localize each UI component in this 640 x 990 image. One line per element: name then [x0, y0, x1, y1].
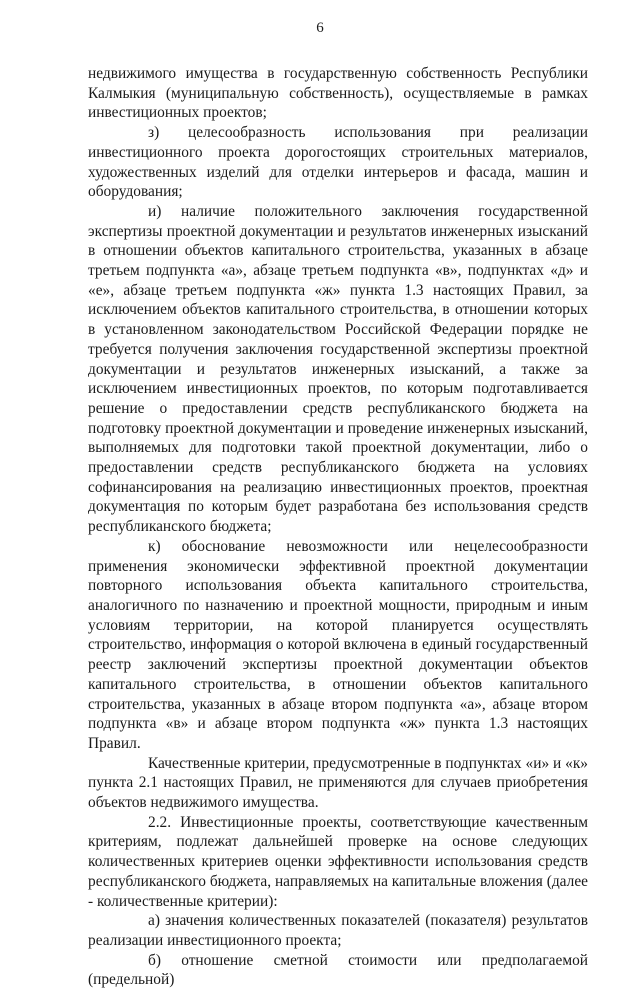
paragraph-qualitative-note: Качественные критерии, предусмотренные в подпунктах «и» и «к» пункта 2.1 настоящих Правил, не применяются для случаев приобретения объектов недвижимого имущества.	[88, 754, 588, 812]
document-body	[88, 64, 588, 990]
paragraph-item-a: а) значения количественных показателей (показателя) результатов реализации инвестиционного проекта;	[88, 912, 588, 949]
paragraph-item-z: з) целесообразность использования при реализации инвестиционного проекта дорогостоящих строительных материалов, художественных изделий для отделки интерьеров и фасада, машин и оборудования;	[88, 124, 588, 201]
paragraph-section-2-2: 2.2. Инвестиционные проекты, соответствующие качественным критериям, подлежат дальнейшей проверке на основе следующих количественных критериев оценки эффективности использования средств республиканского бюджета, направляемых на капитальные вложения (далее - количественные критерии):	[88, 813, 588, 910]
paragraph-item-b: б) отношение сметной стоимости или предполагаемой (предельной)	[88, 951, 588, 989]
paragraph-item-i: и) наличие положительного заключения государственной экспертизы проектной документации и результатов инженерных изысканий в отношении объектов капитального строительства, указанных в абзаце третьем подпункта «а», абзаце третьем подпункта «в», подпунктах «д» и «е», абзаце третьем подпункта «ж» пункта 1.3 настоящих Правил, за исключением объектов капитального строительства, в отношении которых в установленном законодательством Российской Федерации порядке не требуется получения заключения государственной экспертизы проектной документации и результатов инженерных изысканий, а также за исключением инвестиционных проектов, по которым подготавливается решение о предоставлении средств республиканского бюджета на подготовку проектной документации и проведение инженерных изысканий, выполняемых для подготовки такой проектной документации, либо о предоставлении средств республиканского бюджета на условиях софинансирования на реализацию инвестиционных проектов, проектная документация по которым будет разработана без использования средств республиканского бюджета;	[88, 202, 588, 536]
page-number: 6	[316, 20, 324, 36]
paragraph-continuation: недвижимого имущества в государственную собственность Республики Калмыкия (муниципальную собственность), осуществляемые в рамках инвестиционных проектов;	[88, 65, 588, 122]
paragraph-item-k: к) обоснование невозможности или нецелесообразности применения экономически эффективной проектной документации повторного использования объекта капитального строительства, аналогичного по назначению и проектной мощности, природным и иным условиям территории, на которой планируется осуществлять строительство, информация о которой включена в единый государственный реестр заключений экспертизы проектной документации объектов капитального строительства, в отношении объектов капитального строительства, указанных в абзаце втором подпункта «а», абзаце втором подпункта «в» и абзаце втором подпункта «ж» пункта 1.3 настоящих Правил.	[88, 537, 588, 752]
